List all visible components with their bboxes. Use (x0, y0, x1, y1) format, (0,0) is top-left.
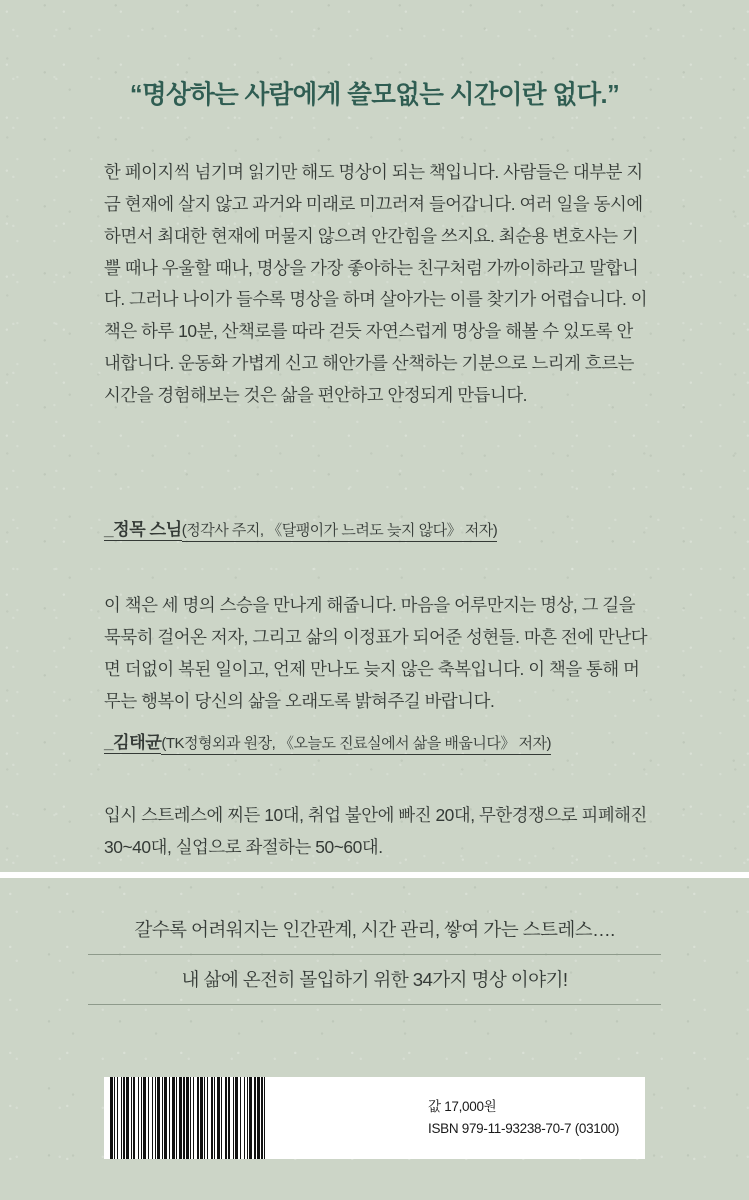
tagline-primary: 갈수록 어려워지는 인간관계, 시간 관리, 쌓여 가는 스트레스…. (134, 919, 615, 940)
barcode-bars (110, 1077, 410, 1159)
attribution-description: (TK정형외과 원장, 《오늘도 진료실에서 삶을 배웁니다》 저자) (161, 735, 551, 755)
blurb-attribution-2 (104, 728, 664, 753)
blurb-text-2 (104, 590, 649, 717)
isbn-label: ISBN 979-11-93238-70-7 (03100) (428, 1121, 620, 1136)
divider-bottom (88, 1004, 661, 1005)
blurb-paragraph: 입시 스트레스에 찌든 10대, 취업 불안에 빠진 20대, 무한경쟁으로 피폐해진 30~40대, 실업으로 좌절하는 50~60대. (104, 805, 647, 857)
tagline-secondary: 내 삶에 온전히 몰입하기 위한 34가지 명상 이야기! (181, 969, 568, 990)
blurb-paragraph: 한 페이지씩 넘기며 읽기만 해도 명상이 되는 책입니다. 사람들은 대부분 지금 현재에 살지 않고 과거와 미래로 미끄러져 들어갑니다. 여러 일을 동시에 하면서 최대한 현재에 머물지 않으려 안간힘을 쓰지요. 최순용 변호사는 기쁠 때나 우울할 때나, 명상을 가장 좋아하는 친구처럼 가까이하라고 말합니다. 그러나 나이가 들수록 명상을 하며 살아가는 이를 찾기가 어렵습니다. 이 책은 하루 10분, 산책로를 따라 걷듯 자연스럽게 명상을 해볼 수 있도록 안내합니다. 운동화 가볍게 신고 해안가를 산책하는 기분으로 느리게 흐르는 시간을 경험해보는 것은 삶을 편안하고 안정되게 만듭니다. (104, 162, 648, 405)
attribution-name: _김태균 (104, 732, 162, 752)
blurb-attribution-1 (104, 515, 664, 540)
barcode-meta (428, 1096, 619, 1139)
attribution-description: (정각사 주지, 《달팽이가 느려도 늦지 않다》 저자) (182, 522, 498, 542)
attribution-name: _정목 스님 (104, 519, 182, 539)
headline-quote: “명상하는 사람에게 쓸모없는 시간이란 없다.” (129, 81, 620, 109)
price-label: 값 17,000원 (428, 1099, 497, 1115)
blurb-paragraph: 이 책은 세 명의 스승을 만나게 해줍니다. 마음을 어루만지는 명상, 그 길을 묵묵히 걸어온 저자, 그리고 삶의 이정표가 되어준 성현들. 마흔 전에 만난다면 더없이 복된 일이고, 언제 만나도 늦지 않은 축복입니다. 이 책을 통해 머무는 행복이 당신의 삶을 오래도록 밝혀주길 바랍니다. (104, 595, 648, 711)
barcode-block (104, 1077, 645, 1159)
divider-top (88, 954, 661, 955)
barcode-bar (265, 1077, 268, 1159)
blurb-text-3 (104, 800, 649, 864)
blurb-text-1 (104, 157, 649, 412)
